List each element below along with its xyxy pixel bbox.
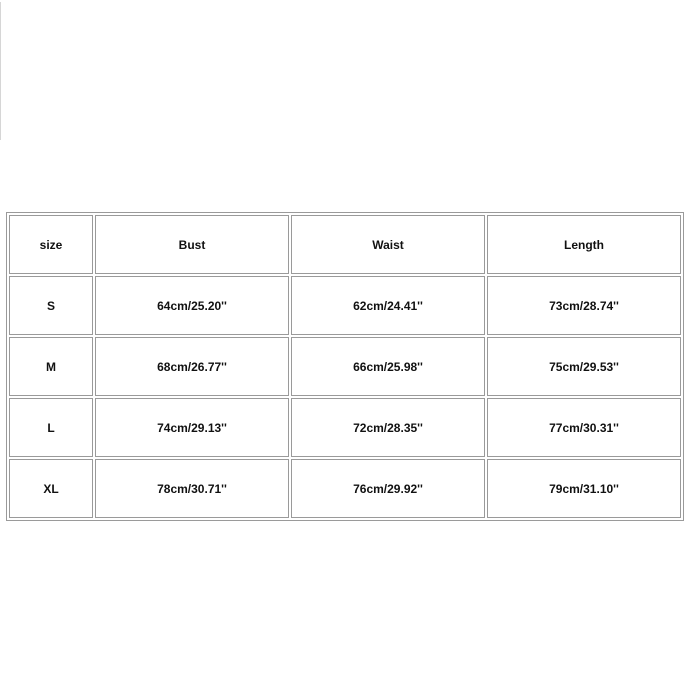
waist-cell: 66cm/25.98'' [291,337,485,396]
bust-cell: 64cm/25.20'' [95,276,289,335]
table-row [9,459,681,518]
waist-cell: 76cm/29.92'' [291,459,485,518]
table-row [9,337,681,396]
size-cell: L [9,398,93,457]
size-cell: S [9,276,93,335]
size-cell: XL [9,459,93,518]
bust-cell: 78cm/30.71'' [95,459,289,518]
header-cell-bust: Bust [95,215,289,274]
length-cell: 79cm/31.10'' [487,459,681,518]
length-cell: 75cm/29.53'' [487,337,681,396]
length-cell: 77cm/30.31'' [487,398,681,457]
size-cell: M [9,337,93,396]
waist-cell: 62cm/24.41'' [291,276,485,335]
length-cell: 73cm/28.74'' [487,276,681,335]
bust-cell: 74cm/29.13'' [95,398,289,457]
header-row [9,215,681,274]
waist-cell: 72cm/28.35'' [291,398,485,457]
header-cell-size: size [9,215,93,274]
table-row [9,276,681,335]
table-row [9,398,681,457]
left-edge-line [0,2,1,140]
header-cell-length: Length [487,215,681,274]
header-cell-waist: Waist [291,215,485,274]
bust-cell: 68cm/26.77'' [95,337,289,396]
size-chart-table [6,212,684,521]
